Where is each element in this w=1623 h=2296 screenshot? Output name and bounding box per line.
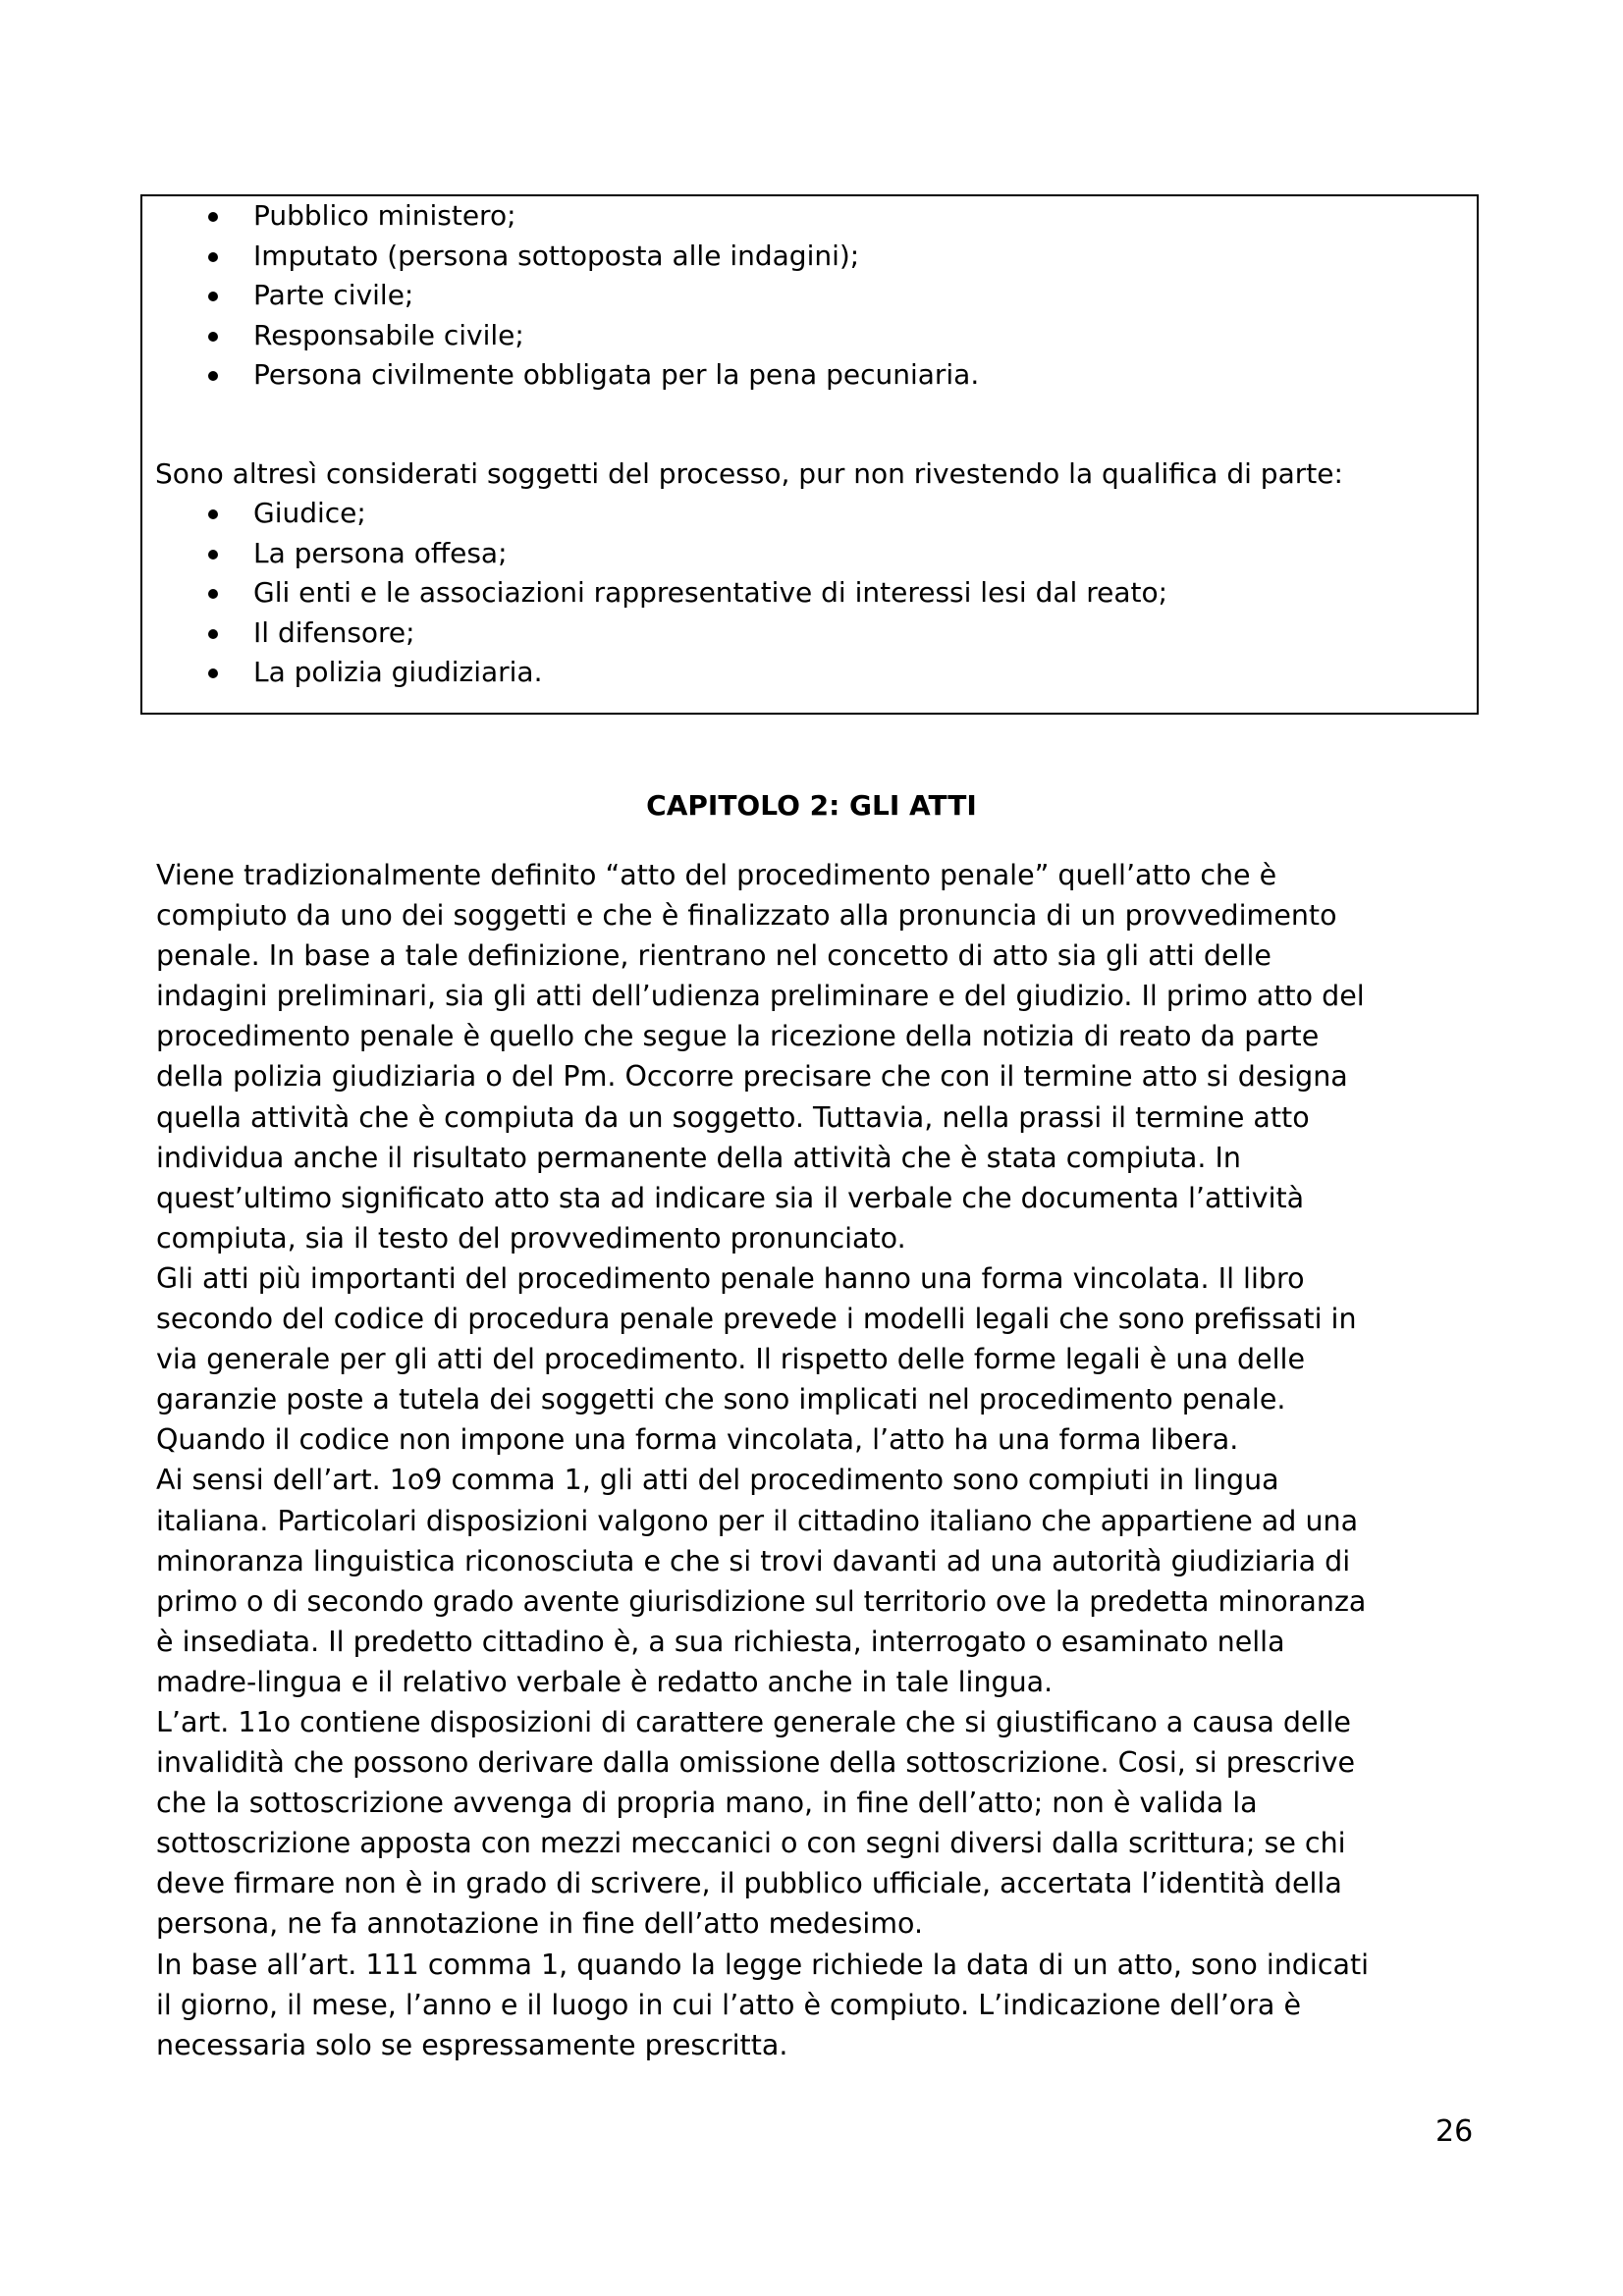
body-line: quella attività che è compiuta da un soggetto. Tuttavia, nella prassi il termine atto [156, 1100, 1310, 1134]
bullet-icon [208, 332, 218, 342]
body-line: madre-lingua e il relativo verbale è redatto anche in tale lingua. [156, 1665, 1054, 1698]
bullet-icon [208, 550, 218, 560]
list-item-text: Il difensore; [253, 615, 415, 649]
body-line: persona, ne fa annotazione in fine dell’atto medesimo. [156, 1907, 924, 1941]
body-line: Quando il codice non impone una forma vincolata, l’atto ha una forma libera. [156, 1423, 1239, 1457]
page-number: 26 [1435, 2114, 1474, 2149]
body-line: primo o di secondo grado avente giurisdizione sul territorio ove la predetta minoranza [156, 1584, 1367, 1618]
other-subjects-intro: Sono altresì considerati soggetti del processo, pur non rivestendo la qualifica di parte: [155, 456, 1343, 490]
spacer [155, 396, 1471, 454]
bullet-icon [208, 668, 218, 678]
body-line: è insediata. Il predetto cittadino è, a sua richiesta, interrogato o esaminato nella [156, 1625, 1285, 1658]
body-line: quest’ultimo significato atto sta ad indicare sia il verbale che documenta l’attività [156, 1181, 1305, 1214]
body-line: compiuta, sia il testo del provvedimento pronunciato. [156, 1221, 906, 1255]
body-line: Ai sensi dell’art. 1o9 comma 1, gli atti del procedimento sono compiuti in lingua [156, 1464, 1279, 1497]
body-line: L’art. 11o contiene disposizioni di carattere generale che si giustificano a causa delle [156, 1705, 1351, 1738]
list-item [155, 573, 1471, 614]
list-item [155, 355, 1471, 396]
body-line: deve firmare non è in grado di scrivere, il pubblico ufficiale, accertata l’identità della [156, 1867, 1342, 1900]
bullet-icon [208, 292, 218, 301]
body-line: indagini preliminari, sia gli atti dell’udienza preliminare e del giudizio. Il primo atto del [156, 980, 1365, 1013]
parties-list [155, 196, 1471, 396]
bullet-icon [208, 212, 218, 222]
chapter-body [156, 855, 1472, 2065]
list-item [155, 196, 1471, 237]
bullet-icon [208, 252, 218, 262]
list-item-text: Pubblico ministero; [253, 199, 516, 232]
list-item-text: Responsabile civile; [253, 318, 524, 351]
bullet-icon [208, 509, 218, 519]
bullet-icon [208, 589, 218, 599]
chapter-title: CAPITOLO 2: GLI ATTI [646, 789, 977, 822]
body-line: garanzie poste a tutela dei soggetti che sono implicati nel procedimento penale. [156, 1383, 1286, 1416]
list-item-text: Giudice; [253, 497, 366, 529]
body-line: della polizia giudiziaria o del Pm. Occorre precisare che con il termine atto si designa [156, 1060, 1348, 1094]
list-item-text: La persona offesa; [253, 536, 508, 569]
list-item-text: Imputato (persona sottoposta alle indagini); [253, 239, 860, 272]
boxed-section-content [155, 196, 1471, 693]
list-item [155, 534, 1471, 574]
list-item-text: La polizia giudiziaria. [253, 656, 543, 688]
body-line: In base all’art. 111 comma 1, quando la legge richiede la data di un atto, sono indicati [156, 1948, 1370, 1981]
bullet-icon [208, 371, 218, 381]
bullet-icon [208, 629, 218, 639]
list-item-text: Persona civilmente obbligata per la pena pecuniaria. [253, 358, 980, 391]
body-line: secondo del codice di procedura penale prevede i modelli legali che sono prefissati in [156, 1303, 1357, 1336]
list-item [155, 614, 1471, 654]
list-item [155, 237, 1471, 277]
body-line: Gli atti più importanti del procedimento penale hanno una forma vincolata. Il libro [156, 1261, 1305, 1295]
list-item [155, 276, 1471, 316]
list-item-text: Parte civile; [253, 279, 414, 311]
body-line: minoranza linguistica riconosciuta e che si trovi davanti ad una autorità giudiziaria di [156, 1544, 1351, 1577]
body-line: Viene tradizionalmente definito “atto del procedimento penale” quell’atto che è [156, 859, 1277, 891]
body-line: il giorno, il mese, l’anno e il luogo in cui l’atto è compiuto. L’indicazione dell’ora è [156, 1988, 1301, 2021]
list-item-text: Gli enti e le associazioni rappresentative di interessi lesi dal reato; [253, 576, 1168, 609]
body-line: penale. In base a tale definizione, rientrano nel concetto di atto sia gli atti delle [156, 939, 1271, 973]
list-item [155, 653, 1471, 693]
body-line: via generale per gli atti del procedimento. Il rispetto delle forme legali è una delle [156, 1343, 1306, 1376]
body-line: che la sottoscrizione avvenga di propria mano, in fine dell’atto; non è valida la [156, 1787, 1258, 1820]
body-line: compiuto da uno dei soggetti e che è finalizzato alla pronuncia di un provvedimento [156, 899, 1337, 933]
list-item [155, 494, 1471, 534]
body-line: sottoscrizione apposta con mezzi meccanici o con segni diversi dalla scrittura; se chi [156, 1827, 1346, 1860]
list-item [155, 316, 1471, 356]
body-line: invalidità che possono derivare dalla omissione della sottoscrizione. Cosi, si prescrive [156, 1746, 1355, 1780]
other-subjects-list [155, 494, 1471, 693]
body-line: individua anche il risultato permanente della attività che è stata compiuta. In [156, 1141, 1241, 1174]
body-line: necessaria solo se espressamente prescritta. [156, 2028, 788, 2061]
body-line: italiana. Particolari disposizioni valgono per il cittadino italiano che appartiene ad una [156, 1504, 1359, 1537]
body-line: procedimento penale è quello che segue la ricezione della notizia di reato da parte [156, 1020, 1320, 1053]
